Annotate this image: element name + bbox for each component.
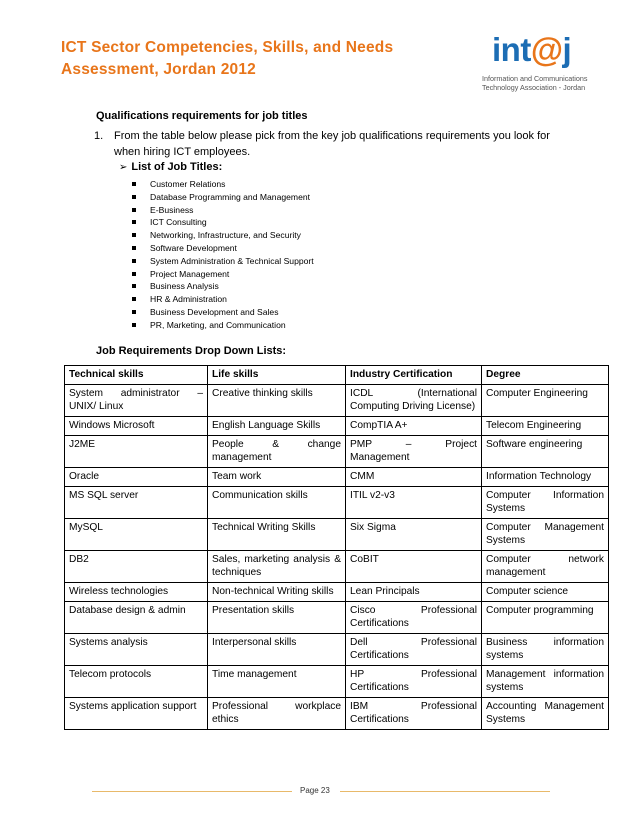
list-item (132, 293, 314, 306)
life-skill-cell: Non-technical Writing skills (208, 583, 346, 602)
certification-cell: CoBIT (346, 551, 482, 583)
table-row (65, 519, 609, 551)
job-title-text: Business Analysis (150, 281, 219, 292)
job-title-text: System Administration & Technical Support (150, 255, 314, 266)
life-skill-cell: Time management (208, 666, 346, 698)
job-titles-heading: ➢ List of Job Titles: (119, 161, 223, 173)
certification-cell: ITIL v2-v3 (346, 487, 482, 519)
technical-skill-cell: Telecom protocols (65, 666, 208, 698)
job-title-text: ICT Consulting (150, 217, 207, 228)
certification-cell: HP Professional Certifications (346, 666, 482, 698)
header-life-skills: Life skills (208, 366, 346, 385)
table-row (65, 698, 609, 730)
table-row (65, 666, 609, 698)
intaj-logo (478, 28, 628, 98)
header-technical-skills: Technical skills (65, 366, 208, 385)
degree-cell: Information Technology (482, 468, 609, 487)
list-item (132, 191, 314, 204)
list-item (132, 178, 314, 191)
job-title-text: Networking, Infrastructure, and Security (150, 230, 301, 241)
item-number: 1. (94, 130, 104, 142)
list-item (132, 306, 314, 319)
technical-skill-cell: System administrator – UNIX/ Linux (65, 385, 208, 417)
life-skill-cell: Presentation skills (208, 602, 346, 634)
list-item (132, 280, 314, 293)
technical-skill-cell: J2ME (65, 436, 208, 468)
table-row (65, 634, 609, 666)
job-title-text: Software Development (150, 242, 237, 253)
degree-cell: Computer programming (482, 602, 609, 634)
life-skill-cell: Communication skills (208, 487, 346, 519)
technical-skill-cell: Systems application support (65, 698, 208, 730)
logo-wordmark: int@j (492, 31, 572, 68)
technical-skill-cell: Wireless technologies (65, 583, 208, 602)
list-item (132, 204, 314, 217)
job-title-text: E-Business (150, 204, 194, 215)
life-skill-cell: Professional workplace ethics (208, 698, 346, 730)
square-bullet-icon (132, 310, 136, 314)
degree-cell: Computer Management Systems (482, 519, 609, 551)
technical-skill-cell: Windows Microsoft (65, 417, 208, 436)
certification-cell: PMP – Project Management (346, 436, 482, 468)
item-text: From the table below please pick from the key job qualifications requirements you look for when hiring ICT employees. (114, 130, 550, 158)
page-number: Page 23 (300, 786, 330, 795)
job-title-text: Business Development and Sales (150, 306, 279, 317)
square-bullet-icon (132, 233, 136, 237)
document-header-title: ICT Sector Competencies, Skills, and Needs Assessment, Jordan 2012 (61, 39, 394, 78)
square-bullet-icon (132, 284, 136, 288)
technical-skill-cell: Systems analysis (65, 634, 208, 666)
job-title-text: PR, Marketing, and Communication (150, 319, 286, 330)
certification-cell: CompTIA A+ (346, 417, 482, 436)
life-skill-cell: Team work (208, 468, 346, 487)
degree-cell: Software engineering (482, 436, 609, 468)
certification-cell: Lean Principals (346, 583, 482, 602)
table-row (65, 551, 609, 583)
logo-subtitle: Information and Communications Technology Association - Jordan (482, 74, 588, 92)
life-skill-cell: People & change management (208, 436, 346, 468)
life-skill-cell: Technical Writing Skills (208, 519, 346, 551)
degree-cell: Business information systems (482, 634, 609, 666)
header-industry-certification: Industry Certification (346, 366, 482, 385)
square-bullet-icon (132, 220, 136, 224)
list-item (132, 319, 314, 332)
footer-rule-left (92, 791, 292, 792)
arrow-bullet-icon: ➢ (119, 162, 128, 173)
job-titles-list (132, 178, 314, 332)
technical-skill-cell: DB2 (65, 551, 208, 583)
job-title-text: Customer Relations (150, 179, 226, 189)
list-item (132, 229, 314, 242)
degree-cell: Computer Engineering (482, 385, 609, 417)
square-bullet-icon (132, 246, 136, 250)
job-requirements-table (64, 365, 609, 730)
degree-cell: Computer network management (482, 551, 609, 583)
list-item (132, 255, 314, 268)
table-row (65, 468, 609, 487)
life-skill-cell: Interpersonal skills (208, 634, 346, 666)
dropdown-lists-heading: Job Requirements Drop Down Lists: (96, 345, 287, 357)
job-title-text: HR & Administration (150, 294, 227, 305)
square-bullet-icon (132, 208, 136, 212)
section-heading: Qualifications requirements for job titles (96, 110, 308, 122)
life-skill-cell: English Language Skills (208, 417, 346, 436)
square-bullet-icon (132, 259, 136, 263)
job-title-text: Database Programming and Management (150, 191, 311, 202)
job-title-text: Project Management (150, 268, 230, 279)
degree-cell: Accounting Management Systems (482, 698, 609, 730)
certification-cell: ICDL (International Computing Driving License) (346, 385, 482, 417)
certification-cell: Dell Professional Certifications (346, 634, 482, 666)
header-degree: Degree (482, 366, 609, 385)
table-row (65, 487, 609, 519)
life-skill-cell: Creative thinking skills (208, 385, 346, 417)
technical-skill-cell: Database design & admin (65, 602, 208, 634)
degree-cell: Management information systems (482, 666, 609, 698)
table-row (65, 436, 609, 468)
square-bullet-icon (132, 195, 136, 199)
table-header-row (65, 366, 609, 385)
degree-cell: Telecom Engineering (482, 417, 609, 436)
footer-rule-right (340, 791, 550, 792)
square-bullet-icon (132, 182, 136, 186)
degree-cell: Computer Information Systems (482, 487, 609, 519)
list-item (132, 216, 314, 229)
life-skill-cell: Sales, marketing analysis & techniques (208, 551, 346, 583)
square-bullet-icon (132, 323, 136, 327)
certification-cell: CMM (346, 468, 482, 487)
table-row (65, 583, 609, 602)
degree-cell: Computer science (482, 583, 609, 602)
technical-skill-cell: Oracle (65, 468, 208, 487)
square-bullet-icon (132, 272, 136, 276)
technical-skill-cell: MySQL (65, 519, 208, 551)
square-bullet-icon (132, 297, 136, 301)
list-item (132, 242, 314, 255)
list-item (132, 268, 314, 281)
table-row (65, 385, 609, 417)
certification-cell: Six Sigma (346, 519, 482, 551)
technical-skill-cell: MS SQL server (65, 487, 208, 519)
certification-cell: Cisco Professional Certifications (346, 602, 482, 634)
table-row (65, 602, 609, 634)
certification-cell: IBM Professional Certifications (346, 698, 482, 730)
table-row (65, 417, 609, 436)
